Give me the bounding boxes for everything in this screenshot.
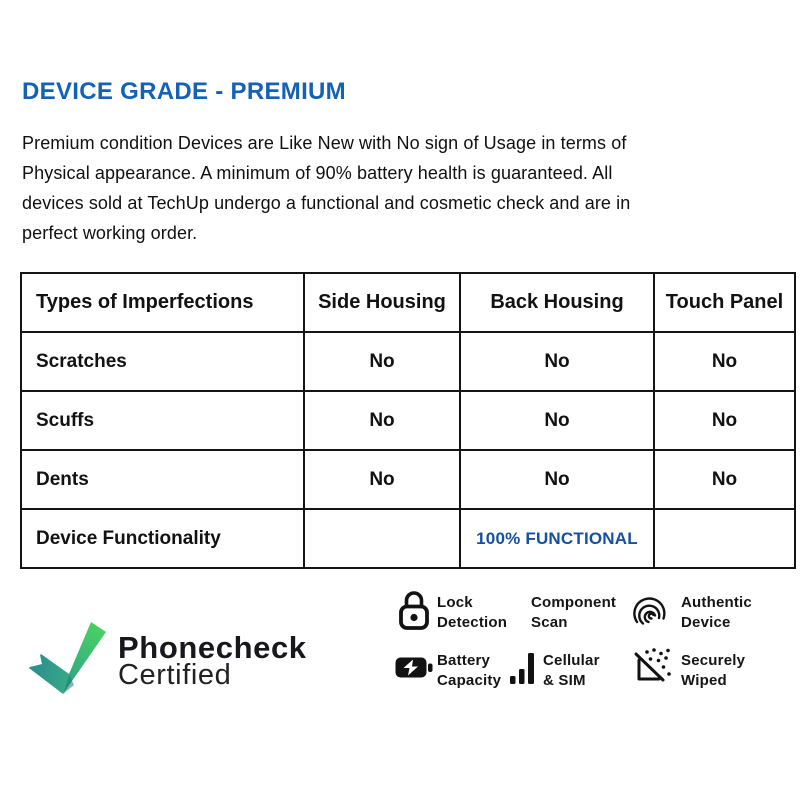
feature-label-line: Scan — [531, 614, 568, 631]
description-line: Physical appearance. A minimum of 90% battery health is guaranteed. All — [22, 163, 613, 183]
feature-label-line: Securely — [681, 652, 746, 669]
row-label: Scuffs — [21, 391, 304, 450]
feature-authentic-device — [681, 593, 752, 633]
feature-label-line: Lock — [437, 594, 473, 611]
column-header-types: Types of Imperfections — [21, 273, 304, 332]
phonecheck-brand: Phonecheck — [118, 630, 307, 665]
feature-component-scan — [531, 593, 616, 633]
row-label: Scratches — [21, 332, 304, 391]
feature-label-line: Detection — [437, 614, 508, 631]
feature-securely-wiped — [681, 651, 745, 691]
cell-value: No — [304, 332, 460, 391]
functional-status: 100% FUNCTIONAL — [460, 509, 654, 568]
column-header-touch-panel: Touch Panel — [654, 273, 795, 332]
cell-value: No — [460, 450, 654, 509]
cell-value: No — [654, 391, 795, 450]
table-row-device-functionality — [21, 509, 795, 568]
cell-value: No — [304, 450, 460, 509]
cell-value: No — [460, 332, 654, 391]
table-header-row — [21, 273, 795, 332]
imperfections-table — [20, 272, 796, 569]
cell-value: No — [654, 332, 795, 391]
cell-value: No — [460, 391, 654, 450]
feature-label-line: & SIM — [543, 672, 586, 689]
table-row-scratches — [21, 332, 795, 391]
description-line: perfect working order. — [22, 223, 198, 243]
feature-label-line: Capacity — [437, 672, 502, 689]
feature-label-line: Battery — [437, 652, 491, 669]
row-label: Device Functionality — [21, 509, 304, 568]
battery-icon — [395, 656, 433, 680]
column-header-back-housing: Back Housing — [460, 273, 654, 332]
gradient-checkmark-icon — [28, 616, 108, 696]
table-row-dents — [21, 450, 795, 509]
feature-label-line: Authentic — [681, 594, 752, 611]
column-header-side-housing: Side Housing — [304, 273, 460, 332]
cell-value — [654, 509, 795, 568]
fingerprint-icon — [632, 589, 668, 631]
signal-bars-icon — [510, 653, 536, 684]
page-title: DEVICE GRADE - PREMIUM — [22, 78, 346, 105]
row-label: Dents — [21, 450, 304, 509]
certified-label: Certified — [118, 659, 232, 691]
feature-label-line: Cellular — [543, 652, 600, 669]
cell-value: No — [304, 391, 460, 450]
cell-value — [304, 509, 460, 568]
description-paragraph — [22, 128, 630, 248]
feature-label-line: Wiped — [681, 672, 727, 689]
lock-icon — [397, 589, 431, 632]
description-line: devices sold at TechUp undergo a functional and cosmetic check and are in — [22, 193, 631, 213]
feature-lock-detection — [437, 593, 507, 633]
wipe-icon — [632, 648, 672, 686]
feature-cellular-sim — [543, 651, 600, 691]
feature-label-line: Component — [531, 594, 617, 611]
table-row-scuffs — [21, 391, 795, 450]
description-line: Premium condition Devices are Like New with No sign of Usage in terms of — [22, 133, 627, 153]
cell-value: No — [654, 450, 795, 509]
feature-label-line: Device — [681, 614, 731, 631]
feature-battery-capacity — [437, 651, 501, 691]
